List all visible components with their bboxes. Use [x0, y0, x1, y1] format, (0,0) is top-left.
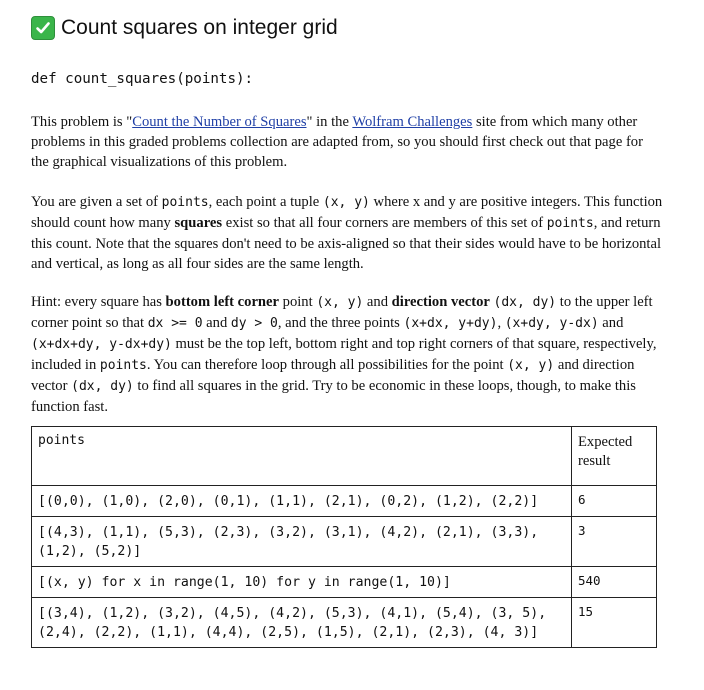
- row-points: [(3,4), (1,2), (3,2), (4,5), (4,2), (5,3), (4,1), (5,4), (3, 5), (2,4), (2,2), (1,1), (4,4), (2,5), (1,5), (2,1), (2,3), (4, 3)]: [32, 598, 572, 648]
- header-expected-result: Expected result: [572, 427, 657, 486]
- wolfram-challenges-link[interactable]: Wolfram Challenges: [352, 114, 473, 130]
- table-header-row: [32, 427, 657, 486]
- title-row: [31, 14, 338, 42]
- hint-paragraph: Hint: every square has bottom left corner point (x, y) and direction vector (dx, dy) to the upper left corner point so that dx >= 0 and dy > 0, and the three points (x+dx, y+dy), (x+dy, y-dx) and (x+dx+dy, y-dx+dy) must be the top left, bottom right and top right corners of that square, respectively, included in points. You can therefore loop through all possibilities for the point (x, y) and direction vector (dx, dy) to find all squares in the grid. Try to be economic in these loops, though, to make this function fast.: [31, 294, 657, 415]
- row-result: 3: [572, 517, 657, 567]
- table-row: [32, 517, 657, 567]
- row-points: [(0,0), (1,0), (2,0), (0,1), (1,1), (2,1), (0,2), (1,2), (2,2)]: [32, 486, 572, 517]
- description-paragraph: You are given a set of points, each point a tuple (x, y) where x and y are positive integers. This function should count how many squares exist so that all four corners are members of this set of points, and return this count. Note that the squares don't need to be axis-aligned so that their sides would have to be horizontal and vertical, as long as all four sides are the same length.: [31, 194, 663, 272]
- row-points: [(x, y) for x in range(1, 10) for y in range(1, 10)]: [32, 567, 572, 598]
- table-row: [32, 567, 657, 598]
- examples-table: [31, 426, 657, 648]
- checkmark-icon: [31, 16, 55, 40]
- page-title: Count squares on integer grid: [61, 16, 338, 39]
- header-points: points: [32, 427, 572, 486]
- function-signature: def count_squares(points):: [31, 71, 254, 87]
- row-result: 540: [572, 567, 657, 598]
- row-points: [(4,3), (1,1), (5,3), (2,3), (3,2), (3,1), (4,2), (2,1), (3,3), (1,2), (5,2)]: [32, 517, 572, 567]
- count-squares-link[interactable]: Count the Number of Squares: [132, 114, 307, 130]
- table-row: [32, 598, 657, 648]
- table-row: [32, 486, 657, 517]
- intro-paragraph: This problem is "Count the Number of Squares" in the Wolfram Challenges site from which many other problems in this graded problems collection are adapted from, so you should first check out that page for the graphical visualizations of this problem.: [31, 114, 643, 170]
- row-result: 15: [572, 598, 657, 648]
- row-result: 6: [572, 486, 657, 517]
